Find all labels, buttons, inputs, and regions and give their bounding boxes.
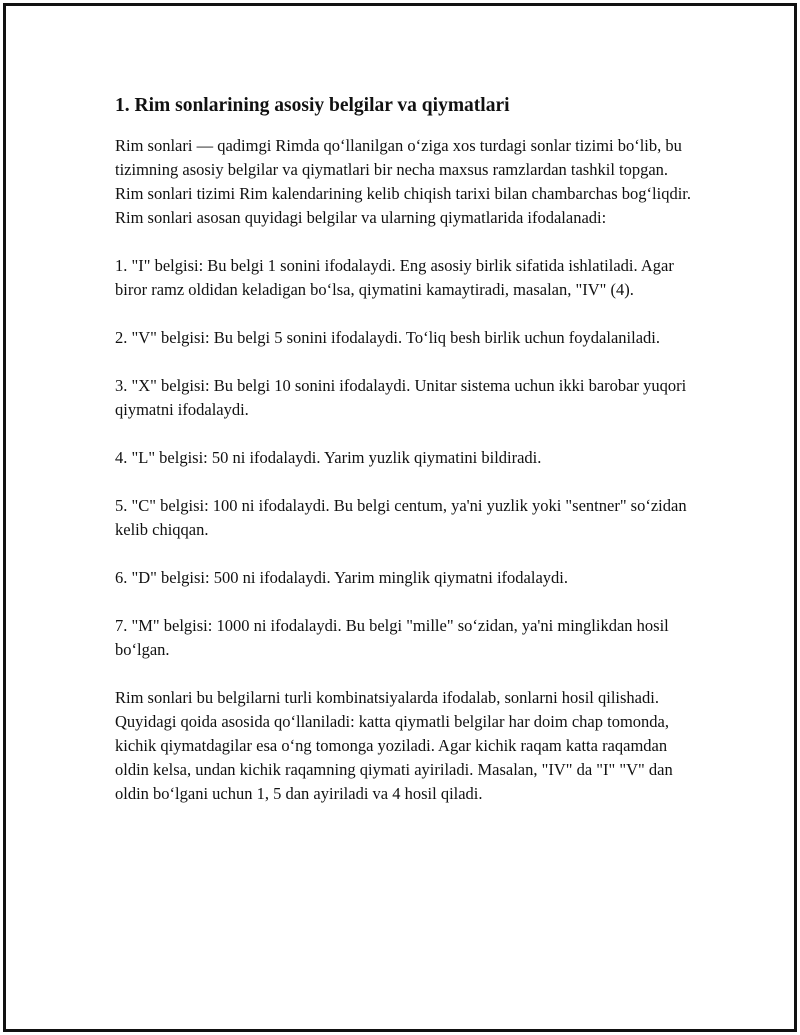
list-item-m: 7. "M" belgisi: 1000 ni ifodalaydi. Bu belgi "mille" so‘zidan, ya'ni minglikdan hosil bo‘lgan. bbox=[115, 616, 669, 659]
intro-paragraph: Rim sonlari — qadimgi Rimda qo‘llanilgan o‘ziga xos turdagi sonlar tizimi bo‘lib, bu tizimning asosiy belgilar va qiymatlari bir necha maxsus ramzlardan tashkil topgan. Rim sonlari tizimi Rim kalendarining kelib chiqish tarixi bilan chambarchas bog‘liqdir. Rim sonlari asosan quyidagi belgilar va ularning qiymatlarida ifodalanadi: bbox=[115, 136, 692, 227]
list-item-d: 6. "D" belgisi: 500 ni ifodalaydi. Yarim minglik qiymatni ifodalaydi. bbox=[115, 568, 568, 587]
list-item-c: 5. "C" belgisi: 100 ni ifodalaydi. Bu belgi centum, ya'ni yuzlik yoki "sentner" so‘zidan kelib chiqqan. bbox=[115, 496, 687, 539]
list-item-v: 2. "V" belgisi: Bu belgi 5 sonini ifodalaydi. To‘liq besh birlik uchun foydalaniladi. bbox=[115, 328, 660, 347]
list-item-i: 1. "I" belgisi: Bu belgi 1 sonini ifodalaydi. Eng asosiy birlik sifatida ishlatiladi. Agar biror ramz oldidan keladigan bo‘lsa, qiymatini kamaytiradi, masalan, "IV" (4). bbox=[115, 256, 674, 299]
list-item-l: 4. "L" belgisi: 50 ni ifodalaydi. Yarim yuzlik qiymatini bildiradi. bbox=[115, 448, 542, 467]
section-heading: 1. Rim sonlarining asosiy belgilar va qiymatlari bbox=[115, 95, 510, 116]
list-item-x: 3. "X" belgisi: Bu belgi 10 sonini ifodalaydi. Unitar sistema uchun ikki barobar yuqori qiymatni ifodalaydi. bbox=[115, 376, 687, 419]
document-body bbox=[115, 92, 695, 830]
conclusion-paragraph: Rim sonlari bu belgilarni turli kombinatsiyalarda ifodalab, sonlarni hosil qilishadi. Quyidagi qoida asosida qo‘llaniladi: katta qiymatli belgilar har doim chap tomonda, kichik qiymatdagilar esa o‘ng tomonga yoziladi. Agar kichik raqam katta raqamdan oldin kelsa, undan kichik raqamning qiymati ayiriladi. Masalan, "IV" da "I" "V" dan oldin bo‘lgani uchun 1, 5 dan ayiriladi va 4 hosil qiladi. bbox=[115, 688, 673, 803]
